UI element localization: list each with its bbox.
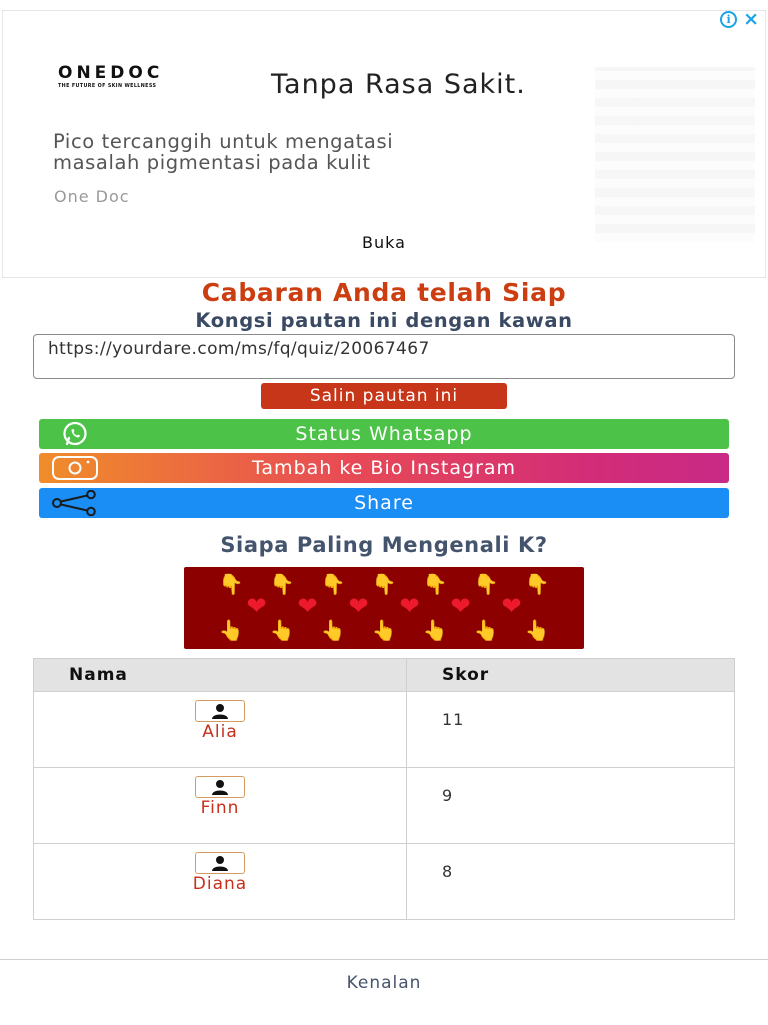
column-header-score: Skor — [407, 659, 735, 692]
instagram-bio-button[interactable] — [39, 453, 729, 483]
close-icon[interactable]: × — [743, 10, 759, 30]
contact-link[interactable]: Kenalan — [346, 973, 422, 993]
scoreboard-table — [33, 658, 735, 920]
heart-icon: ❤ — [348, 592, 369, 620]
ad-body — [53, 131, 393, 173]
user-icon — [195, 700, 245, 722]
ad-body-line: Pico tercanggih untuk mengatasi — [53, 130, 394, 153]
heart-icon: ❤ — [246, 592, 267, 620]
page-subtitle: Kongsi pautan ini dengan kawan — [195, 309, 573, 332]
heart-icon: ❤ — [297, 592, 318, 620]
ad-controls — [720, 11, 759, 28]
pointing-down-icon: 👇 — [473, 572, 499, 596]
pointing-up-icon: 👆 — [269, 618, 295, 642]
page-title: Cabaran Anda telah Siap — [201, 278, 567, 307]
heart-icon: ❤ — [501, 592, 522, 620]
table-row — [34, 844, 735, 920]
whatsapp-status-label: Status Whatsapp — [295, 423, 473, 445]
ad-headline[interactable]: Tanpa Rasa Sakit. — [271, 69, 526, 100]
instagram-icon — [51, 455, 99, 481]
instagram-bio-label: Tambah ke Bio Instagram — [251, 457, 517, 479]
pointing-up-row — [184, 619, 584, 641]
ad-body-line: masalah pigmentasi pada kulit — [53, 151, 371, 174]
table-row — [34, 768, 735, 844]
player-score: 9 — [407, 768, 735, 844]
share-label: Share — [354, 492, 414, 514]
pointing-up-icon: 👆 — [524, 618, 550, 642]
share-icon — [51, 490, 99, 516]
pointing-up-icon: 👆 — [473, 618, 499, 642]
pointing-down-row — [184, 573, 584, 595]
player-name[interactable]: Diana — [192, 874, 248, 894]
user-icon — [195, 852, 245, 874]
ad-banner[interactable] — [2, 10, 766, 278]
player-score: 11 — [407, 692, 735, 768]
player-name[interactable]: Finn — [200, 798, 240, 818]
pointing-up-icon: 👆 — [218, 618, 244, 642]
share-button[interactable] — [39, 488, 729, 518]
ad-open-button[interactable]: Buka — [362, 233, 406, 252]
bottom-bar — [0, 959, 768, 1025]
table-row — [34, 692, 735, 768]
pointing-up-icon: 👆 — [422, 618, 448, 642]
ad-logo-tagline: THE FUTURE OF SKIN WELLNESS — [58, 84, 157, 89]
ad-background-image — [595, 67, 755, 242]
player-name[interactable]: Alia — [202, 722, 238, 742]
heart-icon: ❤ — [450, 592, 471, 620]
player-score: 8 — [407, 844, 735, 920]
user-icon — [195, 776, 245, 798]
pointing-down-icon: 👇 — [422, 572, 448, 596]
pointing-down-icon: 👇 — [524, 572, 550, 596]
pointing-down-icon: 👇 — [320, 572, 346, 596]
pointing-down-icon: 👇 — [371, 572, 397, 596]
ad-advertiser: One Doc — [54, 187, 130, 206]
whatsapp-icon — [51, 421, 99, 447]
name-cell — [34, 844, 407, 920]
pointing-up-icon: 👆 — [371, 618, 397, 642]
heart-icon: ❤ — [399, 592, 420, 620]
emoji-banner — [184, 567, 584, 649]
ad-logo — [58, 63, 163, 89]
whatsapp-status-button[interactable] — [39, 419, 729, 449]
info-icon[interactable]: i — [720, 11, 737, 28]
quiz-title: Siapa Paling Mengenali K? — [220, 533, 548, 557]
table-header-row — [34, 659, 735, 692]
ad-logo-text: ONEDOC — [58, 63, 164, 83]
column-header-name: Nama — [34, 659, 407, 692]
pointing-down-icon: 👇 — [269, 572, 295, 596]
name-cell — [34, 768, 407, 844]
pointing-down-icon: 👇 — [218, 572, 244, 596]
copy-link-button[interactable]: Salin pautan ini — [261, 383, 507, 409]
heart-row — [184, 592, 584, 620]
name-cell — [34, 692, 407, 768]
pointing-up-icon: 👆 — [320, 618, 346, 642]
quiz-url-field[interactable]: https://yourdare.com/ms/fq/quiz/20067467 — [33, 334, 735, 379]
